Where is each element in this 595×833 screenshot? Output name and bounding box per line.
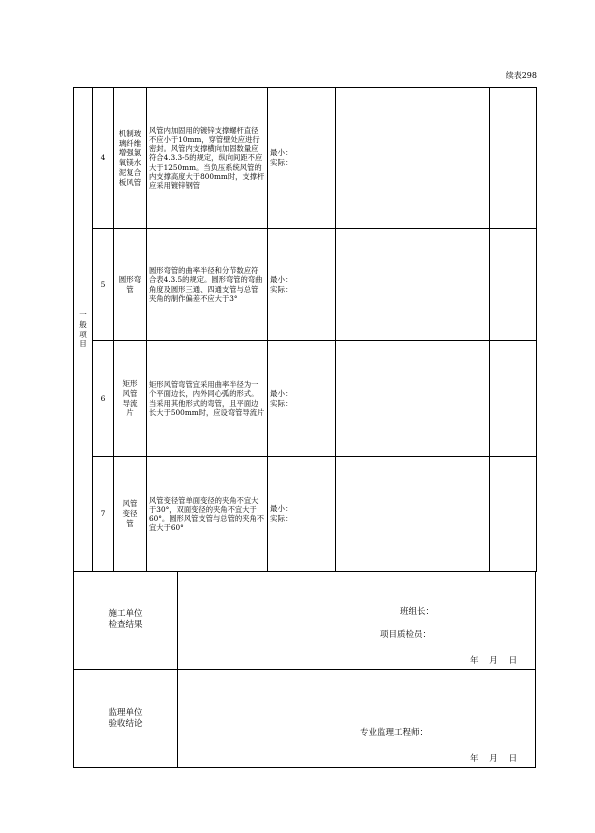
- item-name: 机制玻璃纤维增强氯氧镁水泥复合板风管: [114, 88, 147, 229]
- min-label: 最小：: [270, 148, 293, 158]
- continuation-label: 续表298: [505, 71, 537, 80]
- supervision-engineer-label: 专业监理工程师：: [360, 728, 429, 738]
- supervision-acceptance-block: [73, 670, 536, 768]
- result-cell[interactable]: [490, 88, 537, 229]
- category-cell: [74, 88, 93, 572]
- category-label: 一般项目: [79, 310, 87, 349]
- measurement-cell: [268, 229, 336, 341]
- table-row: [74, 341, 537, 457]
- construction-label: 施工单位 检查结果: [108, 609, 143, 631]
- item-number: 4: [93, 88, 114, 229]
- item-number: 6: [93, 341, 114, 457]
- min-label: 最小：: [270, 504, 293, 514]
- min-label: 最小：: [270, 274, 293, 284]
- actual-label: 实际：: [270, 514, 293, 523]
- record-cell[interactable]: [336, 229, 490, 341]
- record-cell[interactable]: [336, 88, 490, 229]
- divider: [177, 670, 178, 767]
- item-name: 圆形弯管: [114, 229, 147, 341]
- record-cell[interactable]: [336, 341, 490, 457]
- actual-label: 实际：: [270, 158, 293, 167]
- min-label: 最小：: [270, 388, 293, 398]
- table-row: [74, 457, 537, 572]
- item-requirement: 矩形风管弯管宜采用曲率半径为一个平面边长，内外同心弧的形式。当采用其他形式的弯管，且平面边长大于500mm时，应设弯管导流片: [147, 341, 268, 457]
- inspection-table: [73, 87, 537, 572]
- item-requirement: 风管变径管单面变径的夹角不宜大于30°，双面变径的夹角不宜大于60°。圆形风管支管与总管的夹角不宜大于60°: [147, 457, 268, 572]
- item-number: 5: [93, 229, 114, 341]
- date-label: 年 月 日: [470, 754, 518, 764]
- measurement-cell: [268, 88, 336, 229]
- construction-check-block: [73, 571, 536, 670]
- team-leader-label: 班组长：: [400, 607, 435, 617]
- result-cell[interactable]: [490, 457, 537, 572]
- divider: [177, 571, 178, 669]
- record-cell[interactable]: [336, 457, 490, 572]
- quality-inspector-label: 项目质检员：: [380, 630, 432, 640]
- measurement-cell: [268, 457, 336, 572]
- actual-label: 实际：: [270, 398, 293, 408]
- result-cell[interactable]: [490, 229, 537, 341]
- item-requirement: 圆形弯管的曲率半径和分节数应符合表4.3.5的规定。圆形弯管的弯曲角度及圆形三通、四通支管与总管夹角的制作偏差不应大于3°: [147, 229, 268, 341]
- date-label: 年 月 日: [470, 656, 518, 666]
- item-requirement: 风管内加固用的镀锌支撑螺杆直径不应小于10mm，穿管壁处应进行密封。风管内支撑横向加固数量应符合4.3.3-5的规定，纵向间距不应大于1250mm。当负压系统风管的内支撑高度大于800mm时，支撑杆应采用镀锌钢管: [147, 88, 268, 229]
- actual-label: 实际：: [270, 284, 293, 294]
- item-number: 7: [93, 457, 114, 572]
- table-row: [74, 88, 537, 229]
- item-name: 风管变径管: [114, 457, 147, 572]
- supervision-label: 监理单位 验收结论: [108, 708, 143, 730]
- item-name: 矩形风管导流片: [114, 341, 147, 457]
- table-row: [74, 229, 537, 341]
- result-cell[interactable]: [490, 341, 537, 457]
- measurement-cell: [268, 341, 336, 457]
